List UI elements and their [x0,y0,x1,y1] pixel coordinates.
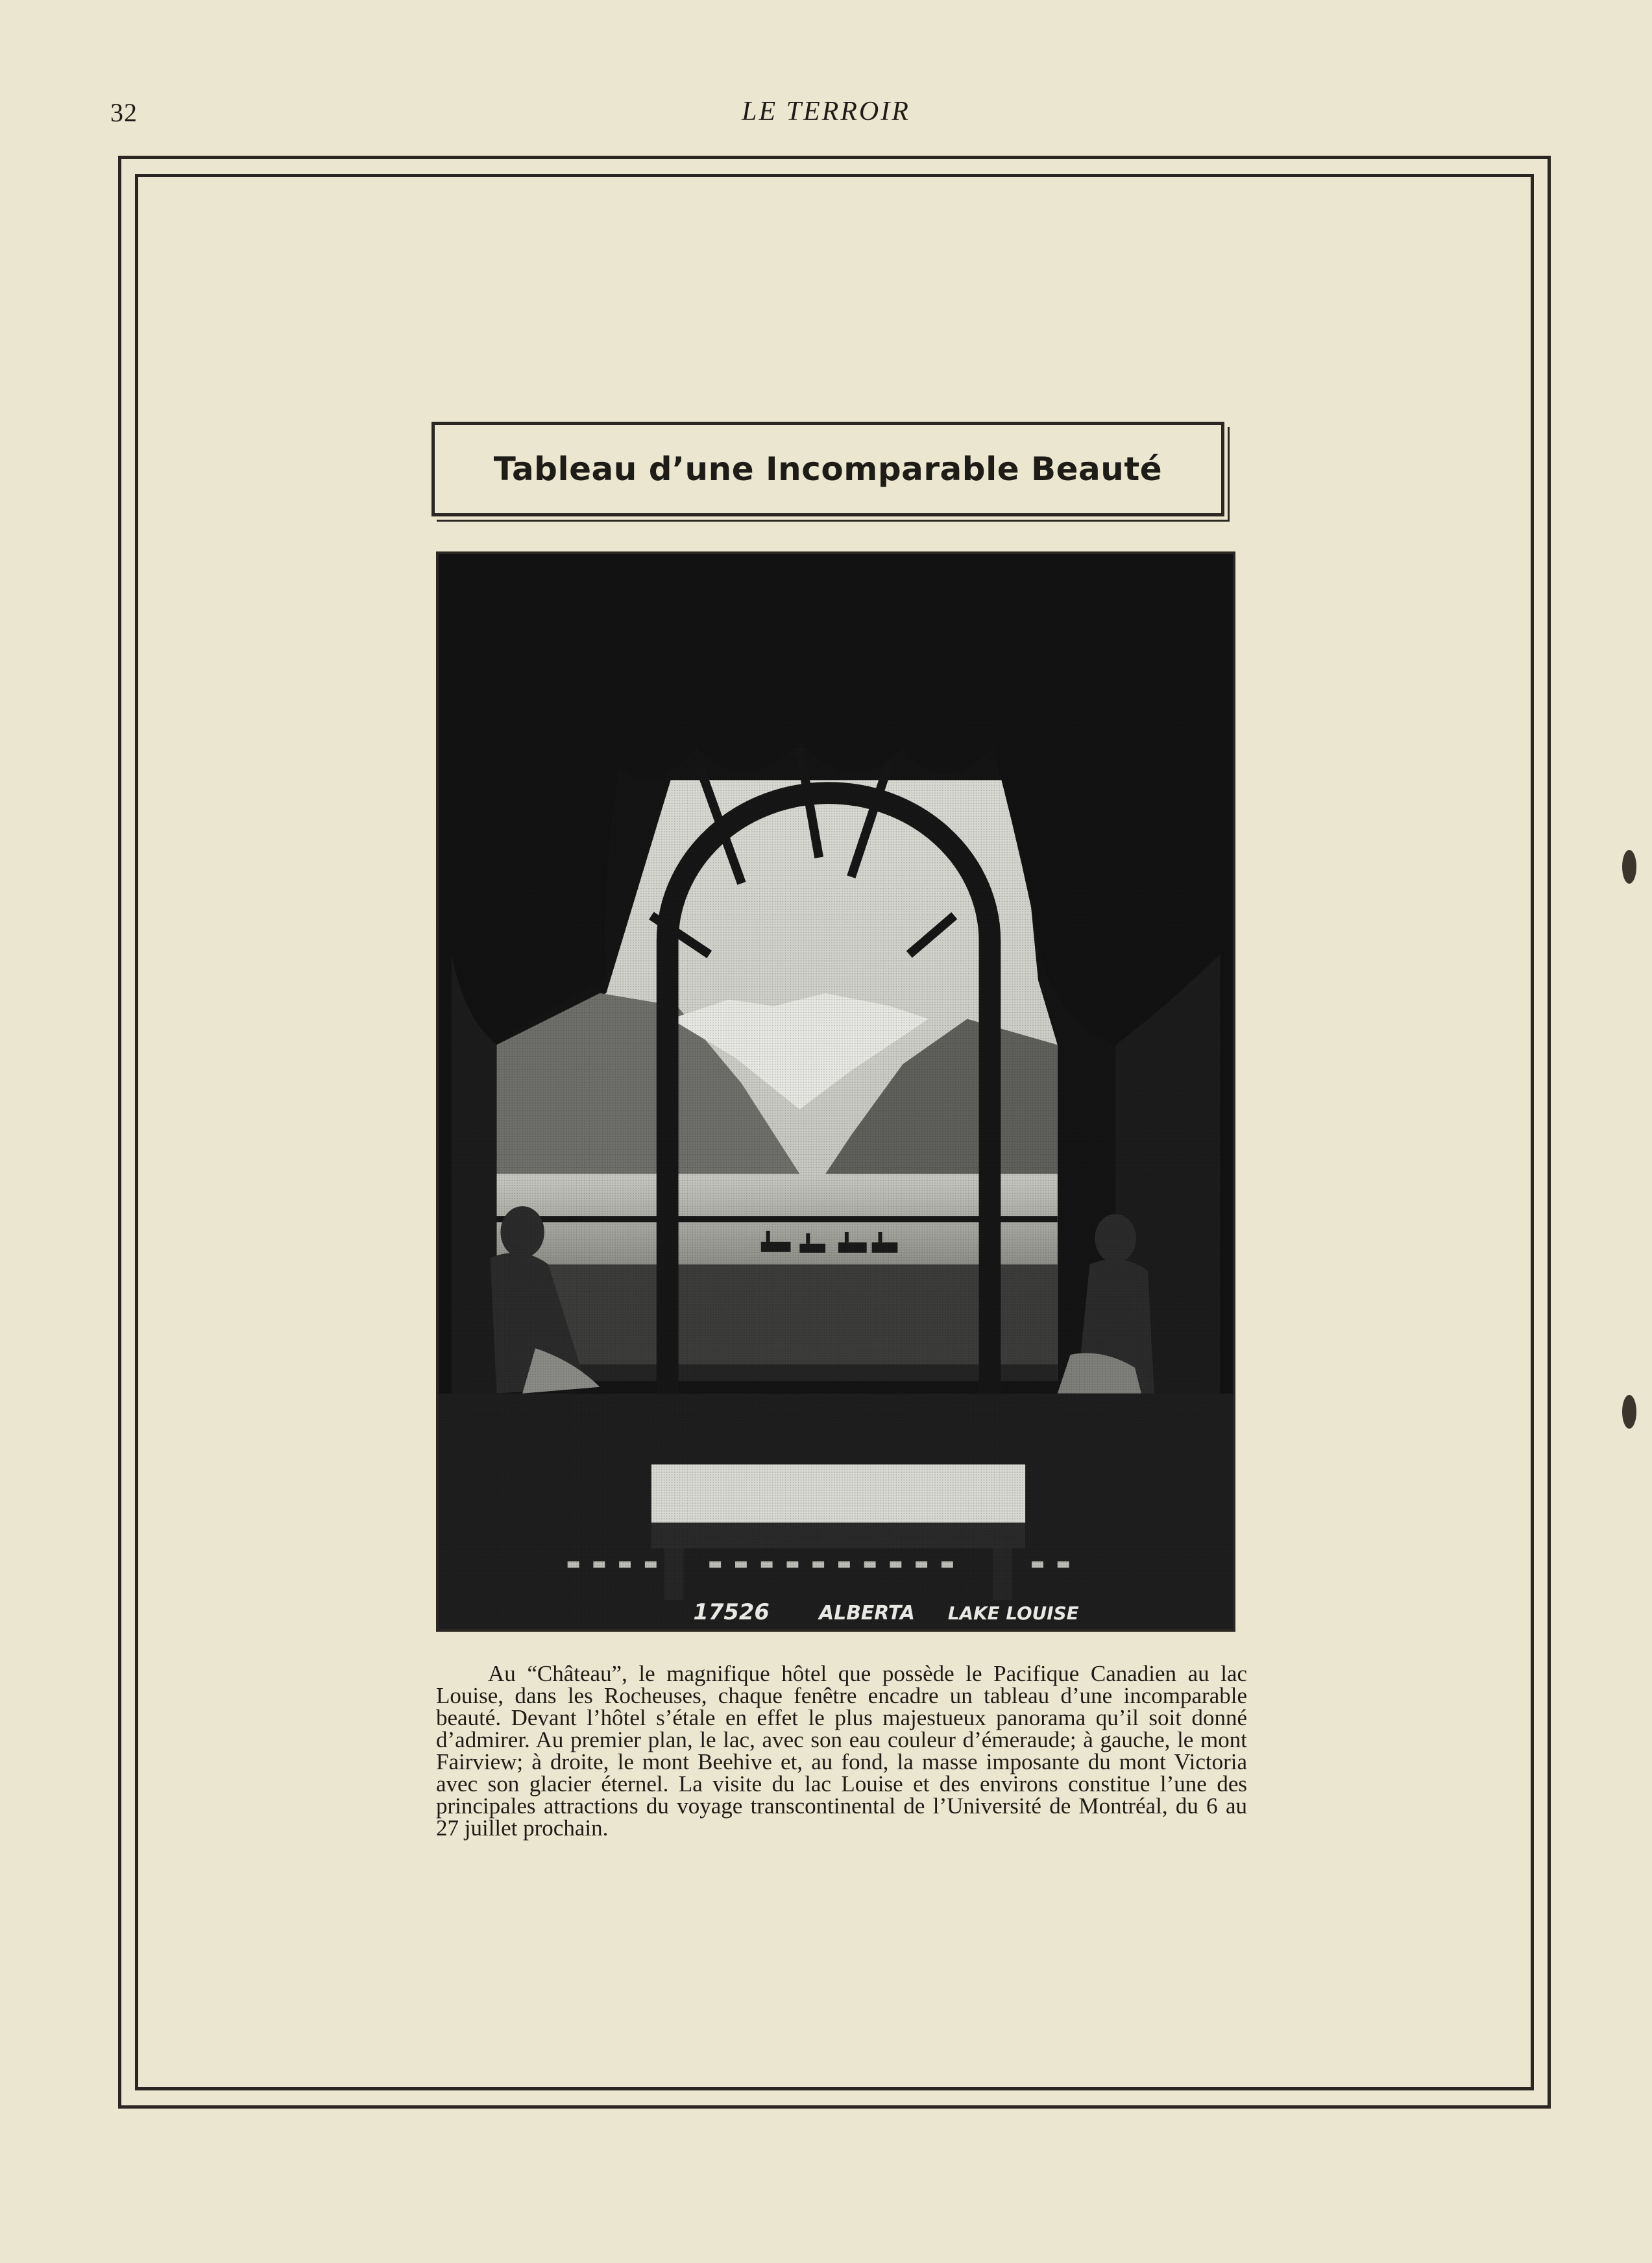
caption-paragraph: Au “Château”, le magnifique hôtel que possède le Pacifique Canadien au lac Louise, dans les Rocheuses, chaque fenêtre encadre un tableau d’une incomparable beauté. Devant l’hôtel s’étale en effet le plus majestueux panorama qu’il soit donné d’admirer. Au premier plan, le lac, avec son eau couleur d’émeraude; à gauche, le mont Fairview; à droite, le mont Beehive et, au fond, la masse imposante du mont Victoria avec son glacier éternel. La visite du lac Louise et des environs constitue l’une des principales attractions du voyage transcontinental de l’Université de Montréal, du 6 au 27 juillet prochain. [436,1661,1247,1841]
lake-louise-window-photo [439,554,1233,1629]
photo-place: LAKE LOUISE [947,1603,1079,1625]
binding-hole [1622,850,1636,884]
running-header: LE TERROIR [742,97,910,127]
article-title-box [431,422,1224,516]
photograph [436,551,1235,1632]
photo-number: 17526 [693,1599,770,1625]
binding-hole [1622,1395,1636,1429]
article-title: Tableau d’une Incomparable Beauté [493,450,1163,488]
photo-province: ALBERTA [819,1602,915,1625]
page-number: 32 [110,98,138,127]
photo-caption [436,1663,1247,1839]
